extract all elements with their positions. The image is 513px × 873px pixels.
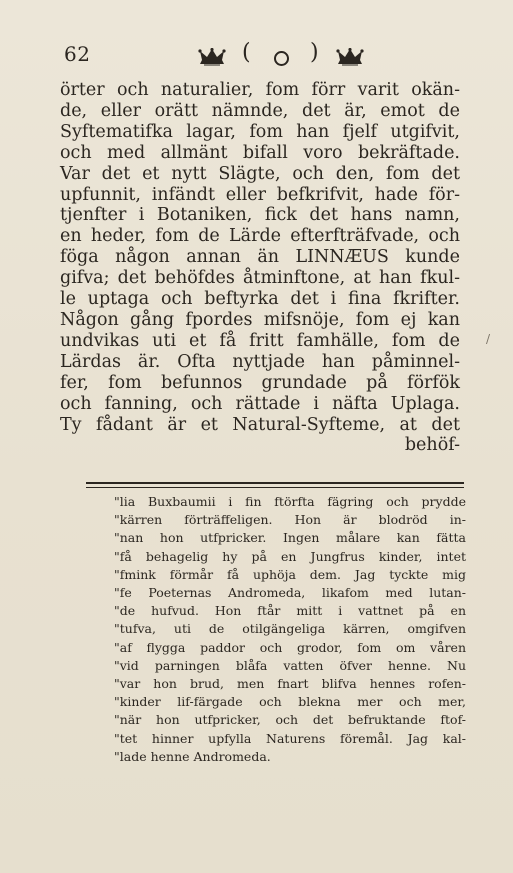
footnote-line: "kinder lif-färgade och blekna mer och mer,: [114, 694, 466, 710]
header-ornament: [198, 42, 413, 70]
body-line: en heder, fom de Lärde efterfträfvade, och: [60, 226, 460, 247]
body-text: [60, 80, 460, 456]
ornament-open-paren: (: [242, 40, 251, 65]
body-line: tjenfter i Botaniken, fick det hans namn,: [60, 205, 460, 226]
crown-ornament-icon: [198, 48, 226, 66]
footnote-line: "de hufvud. Hon ftår mitt i vattnet på en: [114, 603, 466, 619]
ornament-close-paren: ): [310, 40, 319, 65]
body-line: Lärdas är. Ofta nyttjade han påminnel-: [60, 351, 460, 372]
body-line: örter och naturalier, fom förr varit okän-: [60, 80, 460, 100]
body-line: upfunnit, infändt eller befkrifvit, hade för-: [60, 184, 460, 205]
body-line: Ty fådant är et Natural-Syfteme, at det: [60, 414, 460, 435]
margin-mark: /: [486, 332, 491, 346]
footnote-divider-thin: [86, 487, 464, 488]
body-line: och fanning, och rättade i näfta Uplaga.: [60, 393, 460, 414]
body-line: gifva; det behöfdes åtminftone, at han fkul-: [60, 268, 460, 289]
footnote-line: "tet hinner upfylla Naturens föremål. Jag kal-: [114, 730, 466, 746]
body-line: fer, fom befunnos grundade på förfök: [60, 372, 460, 393]
footnote-line: "lade henne Andromeda.: [114, 748, 271, 764]
footnote-line: "fmink förmår få uphöja dem. Jag tyckte mig: [114, 566, 466, 582]
body-line: Var det et nytt Slägte, och den, fom det: [60, 163, 460, 184]
page-number: 62: [64, 42, 91, 66]
body-line: och med allmänt bifall voro bekräftade.: [60, 142, 460, 163]
body-line: föga någon annan än LINNÆUS kunde: [60, 247, 460, 268]
body-line: de, eller orätt nämnde, det är, emot de: [60, 100, 460, 121]
catchword: behöf-: [404, 435, 460, 456]
body-line: undvikas uti et få fritt famhälle, fom de: [60, 330, 460, 351]
footnote-line: "var hon brud, men fnart blifva hennes rofen-: [114, 676, 466, 692]
footnote-text: [114, 493, 466, 766]
footnote-divider: [86, 482, 464, 484]
footnote-line: "tufva, uti de otilgängeliga kärren, omgifven: [114, 621, 466, 637]
footnote-line: "kärren förträffeligen. Hon är blodröd in-: [114, 512, 466, 528]
footnote-line: "lia Buxbaumii i fin ftörfta fägring och prydde: [114, 494, 466, 509]
page-header: [58, 40, 453, 70]
footnote-line: "nan hon utfpricker. Ingen målare kan fätta: [114, 530, 466, 546]
crown-ornament-icon: [336, 48, 364, 66]
circle-ornament-icon: [274, 51, 289, 66]
footnote-line: "af flygga paddor och grodor, fom om våren: [114, 639, 466, 655]
body-line: Någon gång fpordes mifsnöje, fom ej kan: [60, 309, 460, 330]
footnote-line: "när hon utfpricker, och det befruktande ftof-: [114, 712, 466, 728]
body-line: Syftematifka lagar, fom han fjelf utgifvit,: [60, 121, 460, 142]
footnote-line: "få behagelig hy på en Jungfrus kinder, intet: [114, 548, 466, 564]
footnote-line: "fe Poeternas Andromeda, likafom med lutan-: [114, 585, 466, 601]
body-line: le uptaga och beftyrka det i fina fkrifter.: [60, 289, 460, 310]
footnote-line: "vid parningen blåfa vatten öfver henne. Nu: [114, 657, 466, 673]
